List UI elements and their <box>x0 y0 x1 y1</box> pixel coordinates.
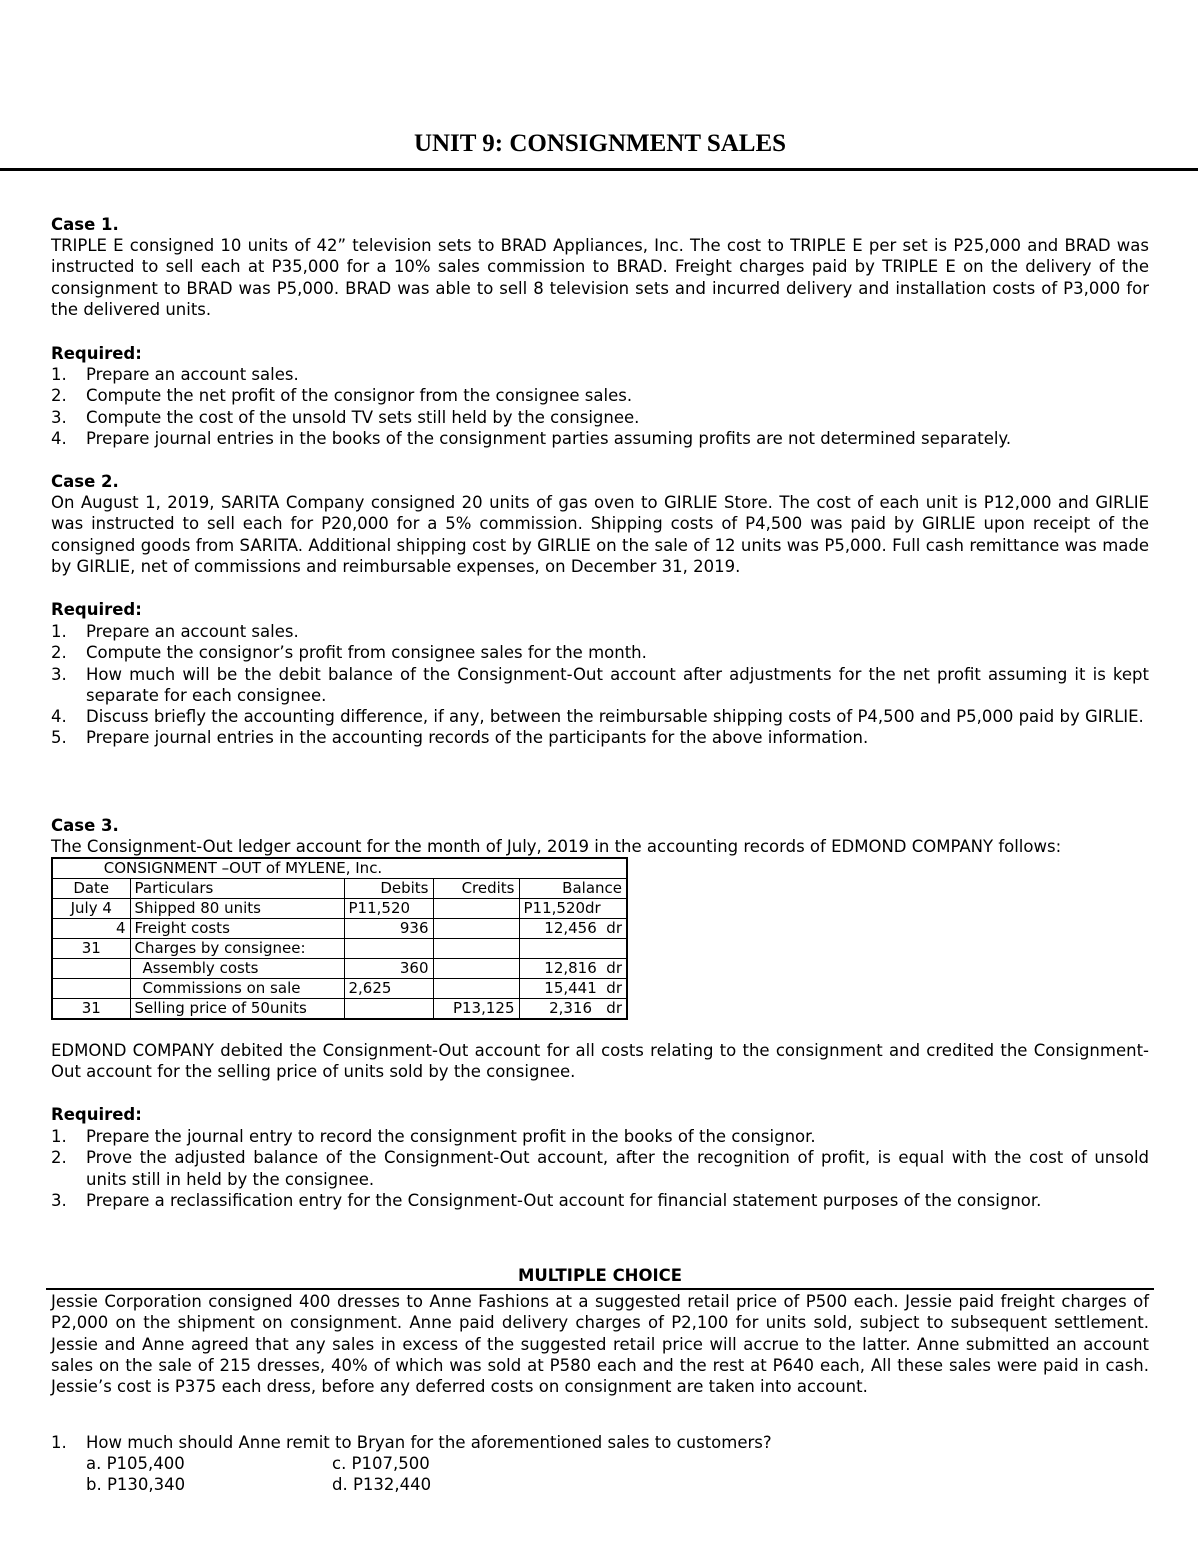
table-row <box>52 959 627 979</box>
option-a[interactable]: a. P105,400 <box>86 1454 185 1473</box>
case3-after-text: EDMOND COMPANY debited the Consignment-Out account for all costs relating to the consignment and credited the Consignment-Out account for the selling price of units sold by the consignee. <box>51 1041 1149 1082</box>
list-item: 3. Compute the cost of the unsold TV sets still held by the consignee. <box>51 407 640 427</box>
cell-balance: 2,316 dr <box>519 999 627 1020</box>
list-item-text: How much will be the debit balance of the Consignment-Out account after adjustments for the net profit assuming it is kept separate for each consignee. <box>86 664 1149 705</box>
cell-debit: 2,625 <box>344 979 433 999</box>
cell-debit: 936 <box>344 919 433 939</box>
cell-debit: P11,520 <box>344 899 433 919</box>
col-header-balance: Balance <box>519 879 627 899</box>
table-row <box>52 979 627 999</box>
question-number: 1. <box>51 1433 67 1452</box>
list-item: 5. Prepare journal entries in the accounting records of the participants for the above information. <box>51 728 869 748</box>
cell-credit: P13,125 <box>433 999 519 1020</box>
multiple-choice-heading: MULTIPLE CHOICE <box>517 1266 683 1285</box>
cell-balance <box>519 939 627 959</box>
question-text: How much should Anne remit to Bryan for the aforementioned sales to customers? <box>86 1433 772 1452</box>
cell-particulars: Assembly costs <box>130 959 344 979</box>
table-row <box>52 999 627 1020</box>
cell-credit <box>433 979 519 999</box>
list-item: 4. Discuss briefly the accounting difference, if any, between the reimbursable shipping costs of P4,500 and P5,000 paid by GIRLIE. <box>51 707 1144 727</box>
consignment-out-ledger <box>51 857 628 1020</box>
cell-credit <box>433 939 519 959</box>
list-item-text: Prepare an account sales. <box>86 365 299 384</box>
list-item: 1. Prepare the journal entry to record the consignment profit in the books of the consignor. <box>51 1127 816 1146</box>
list-item-text: Prepare a reclassification entry for the Consignment-Out account for financial statement purposes of the consignor. <box>86 1190 1042 1210</box>
cell-balance: P11,520dr <box>519 899 627 919</box>
list-item-text: Prepare the journal entry to record the consignment profit in the books of the consignor. <box>86 1127 816 1146</box>
case1-required-list <box>51 364 1149 449</box>
list-item: 3. Prepare a reclassification entry for the Consignment-Out account for financial statement purposes of the consignor. <box>51 1190 1042 1210</box>
list-item-text: Prepare journal entries in the accounting records of the participants for the above information. <box>86 728 869 748</box>
cell-credit <box>433 919 519 939</box>
question-item <box>51 1432 1149 1453</box>
table-row <box>52 899 627 919</box>
cell-particulars: Selling price of 50units <box>130 999 344 1020</box>
cell-debit: 360 <box>344 959 433 979</box>
case3-required-list <box>51 1126 1149 1211</box>
cell-date: July 4 <box>52 899 130 919</box>
list-item: 3. How much will be the debit balance of the Consignment-Out account after adjustments for the net profit assuming it is kept separate for each consignee. <box>51 664 1149 705</box>
list-item-text: Compute the consignor’s profit from consignee sales for the month. <box>86 643 647 663</box>
cell-date: 31 <box>52 939 130 959</box>
list-item-text: Compute the net profit of the consignor from the consignee sales. <box>86 386 633 406</box>
case2-required-list <box>51 621 1149 749</box>
list-item-text: Prepare an account sales. <box>86 622 299 641</box>
case2-text: On August 1, 2019, SARITA Company consigned 20 units of gas oven to GIRLIE Store. The cost of each unit is P12,000 and GIRLIE was instructed to sell each for P20,000 for a 5% commission. Shipping costs of P4,500 was paid by GIRLIE upon receipt of the consigned goods from SARITA. Additional shipping cost by GIRLIE on the sale of 12 units was P5,000. Full cash remittance was made by GIRLIE, net of commissions and reimbursable expenses, on December 31, 2019. <box>51 493 1149 576</box>
list-item-text: Prove the adjusted balance of the Consignment-Out account, after the recognition of profit, is equal with the cost of unsold units still in held by the consignee. <box>86 1148 1149 1189</box>
case2-required-label: Required: <box>51 600 142 619</box>
cell-date <box>52 959 130 979</box>
list-item: 1. Prepare an account sales. <box>51 622 299 641</box>
answer-options <box>86 1453 586 1496</box>
case1-heading: Case 1. <box>51 215 119 234</box>
cell-debit <box>344 939 433 959</box>
option-c[interactable]: c. P107,500 <box>332 1454 430 1473</box>
cell-date <box>52 979 130 999</box>
list-item-text: Prepare journal entries in the books of the consignment parties assuming profits are not determined separately. <box>86 428 1012 448</box>
case1-required-label: Required: <box>51 344 142 363</box>
list-item: 2. Compute the net profit of the consignor from the consignee sales. <box>51 386 633 406</box>
case1-text: TRIPLE E consigned 10 units of 42” television sets to BRAD Appliances, Inc. The cost to TRIPLE E per set is P25,000 and BRAD was instructed to sell each at P35,000 for a 10% sales commission to BRAD. Freight charges paid by TRIPLE E on the delivery of the consignment to BRAD was P5,000. BRAD was able to sell 8 television sets and incurred delivery and installation costs of P3,000 for the delivered units. <box>51 236 1149 319</box>
cell-particulars: Shipped 80 units <box>130 899 344 919</box>
table-row <box>52 919 627 939</box>
cell-particulars: Commissions on sale <box>130 979 344 999</box>
title-divider <box>0 168 1198 171</box>
option-d[interactable]: d. P132,440 <box>332 1475 432 1495</box>
table-row <box>52 939 627 959</box>
cell-credit <box>433 899 519 919</box>
ledger-header-row <box>52 879 627 899</box>
ledger-title: CONSIGNMENT –OUT of MYLENE, Inc. <box>52 858 433 879</box>
cell-balance: 12,816 dr <box>519 959 627 979</box>
col-header-credits: Credits <box>433 879 519 899</box>
cell-credit <box>433 959 519 979</box>
multiple-choice-questions <box>51 1432 1149 1453</box>
list-item: 1. Prepare an account sales. <box>51 365 299 384</box>
cell-debit <box>344 999 433 1020</box>
case2-heading: Case 2. <box>51 472 119 491</box>
case3-heading: Case 3. <box>51 816 119 835</box>
col-header-particulars: Particulars <box>130 879 344 899</box>
cell-balance: 12,456 dr <box>519 919 627 939</box>
case3-required-label: Required: <box>51 1105 142 1124</box>
page-title: UNIT 9: CONSIGNMENT SALES <box>413 130 787 157</box>
ledger-title-row <box>52 858 627 879</box>
list-item: 4. Prepare journal entries in the books of the consignment parties assuming profits are not determined separately. <box>51 428 1012 448</box>
multiple-choice-text: Jessie Corporation consigned 400 dresses to Anne Fashions at a suggested retail price of P500 each. Jessie paid freight charges of P2,000 on the shipment on consignment. Anne paid delivery charges of P2,100 for units sold, subject to subsequent settlement. Jessie and Anne agreed that any sales in excess of the suggested retail price will accrue to the latter. Anne submitted an account sales on the sale of 215 dresses, 40% of which was sold at P580 each and the rest at P640 each, All these sales were paid in cash. Jessie’s cost is P375 each dress, before any deferred costs on consignment are taken into account. <box>51 1292 1149 1397</box>
option-b[interactable]: b. P130,340 <box>86 1475 186 1495</box>
list-item-text: Compute the cost of the unsold TV sets still held by the consignee. <box>86 407 640 427</box>
list-item: 2. Compute the consignor’s profit from consignee sales for the month. <box>51 643 647 663</box>
col-header-debits: Debits <box>344 879 433 899</box>
list-item-text: Discuss briefly the accounting difference, if any, between the reimbursable shipping costs of P4,500 and P5,000 paid by GIRLIE. <box>86 707 1144 727</box>
cell-balance: 15,441 dr <box>519 979 627 999</box>
multiple-choice-divider <box>46 1288 1154 1290</box>
list-item: 2. Prove the adjusted balance of the Consignment-Out account, after the recognition of profit, is equal with the cost of unsold units still in held by the consignee. <box>51 1148 1149 1189</box>
cell-particulars: Freight costs <box>130 919 344 939</box>
cell-date: 31 <box>52 999 130 1020</box>
case3-text: The Consignment-Out ledger account for the month of July, 2019 in the accounting records of EDMOND COMPANY follows: <box>51 837 1062 856</box>
cell-date: 4 <box>52 919 130 939</box>
cell-particulars: Charges by consignee: <box>130 939 344 959</box>
col-header-date: Date <box>52 879 130 899</box>
